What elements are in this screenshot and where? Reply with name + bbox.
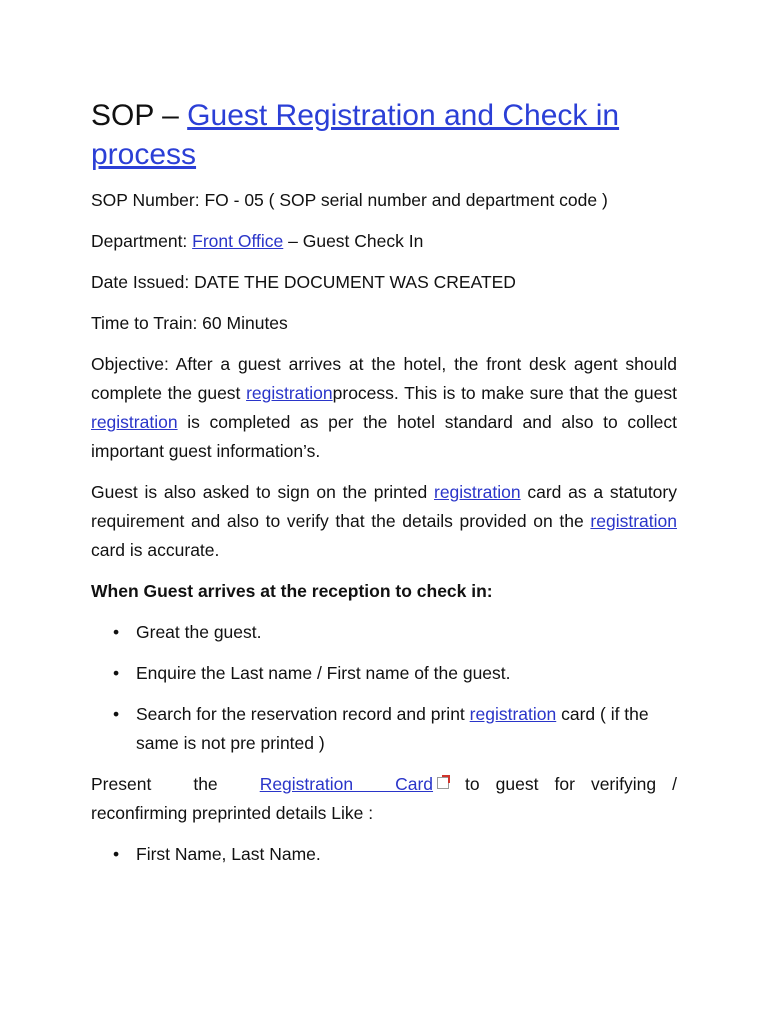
arrival-steps-list <box>91 618 677 758</box>
sign-text-3: card is accurate. <box>91 540 220 560</box>
present-text-1: Present the <box>91 774 260 794</box>
objective-text-2: process. This is to make sure that the guest <box>332 383 677 403</box>
sign-paragraph <box>91 478 677 565</box>
list-item <box>91 618 677 647</box>
list-item-text: First Name, Last Name. <box>136 844 321 864</box>
document-page <box>91 96 677 881</box>
sop-number: SOP Number: FO - 05 ( SOP serial number and department code ) <box>91 190 608 210</box>
list-item-text: Great the guest. <box>136 622 262 642</box>
registration-link[interactable]: registration <box>590 511 677 531</box>
page-title <box>91 96 677 174</box>
list-item <box>91 840 677 869</box>
bullet-icon: • <box>113 844 120 864</box>
sign-text-2: card as a statutory requirement and also to verify that the details provided on the <box>91 482 677 531</box>
department-suffix: – Guest Check In <box>283 231 424 251</box>
registration-link[interactable]: registration <box>246 383 333 403</box>
objective-paragraph <box>91 350 677 466</box>
list-item <box>91 700 677 758</box>
bullet-icon: • <box>113 622 120 642</box>
registration-card-link[interactable]: Registration Card <box>259 774 434 794</box>
front-office-link[interactable]: Front Office <box>192 231 284 251</box>
present-paragraph <box>91 770 677 828</box>
title-prefix: SOP – <box>91 99 188 132</box>
objective-text-1: Objective: After a guest arrives at the hotel, the front desk agent should complete the guest <box>91 354 677 403</box>
arrival-heading: When Guest arrives at the reception to check in: <box>91 581 493 601</box>
department-label: Department: <box>91 231 193 251</box>
present-text-2: to guest for verifying / reconfirming preprinted details Like : <box>91 774 677 823</box>
bullet-icon: • <box>113 663 120 683</box>
time-to-train: Time to Train: 60 Minutes <box>91 313 288 333</box>
sign-text-1: Guest is also asked to sign on the printed <box>91 482 434 502</box>
details-list <box>91 840 677 869</box>
list-item <box>91 659 677 688</box>
objective-text-3: is completed as per the hotel standard and also to collect important guest information’s. <box>91 412 677 461</box>
department-line <box>91 227 677 256</box>
title-link[interactable]: Guest Registration and Check in process <box>91 99 620 171</box>
list-item-text: Search for the reservation record and print <box>136 704 470 724</box>
registration-link[interactable]: registration <box>434 482 521 502</box>
registration-link[interactable]: registration <box>91 412 178 432</box>
bullet-icon: • <box>113 704 120 724</box>
registration-link[interactable]: registration <box>469 704 557 724</box>
external-link-icon[interactable] <box>437 777 449 789</box>
date-issued: Date Issued: DATE THE DOCUMENT WAS CREATED <box>91 272 516 292</box>
list-item-text: Enquire the Last name / First name of the guest. <box>136 663 511 683</box>
list-item-text: card ( if the same is not pre printed ) <box>136 704 649 753</box>
